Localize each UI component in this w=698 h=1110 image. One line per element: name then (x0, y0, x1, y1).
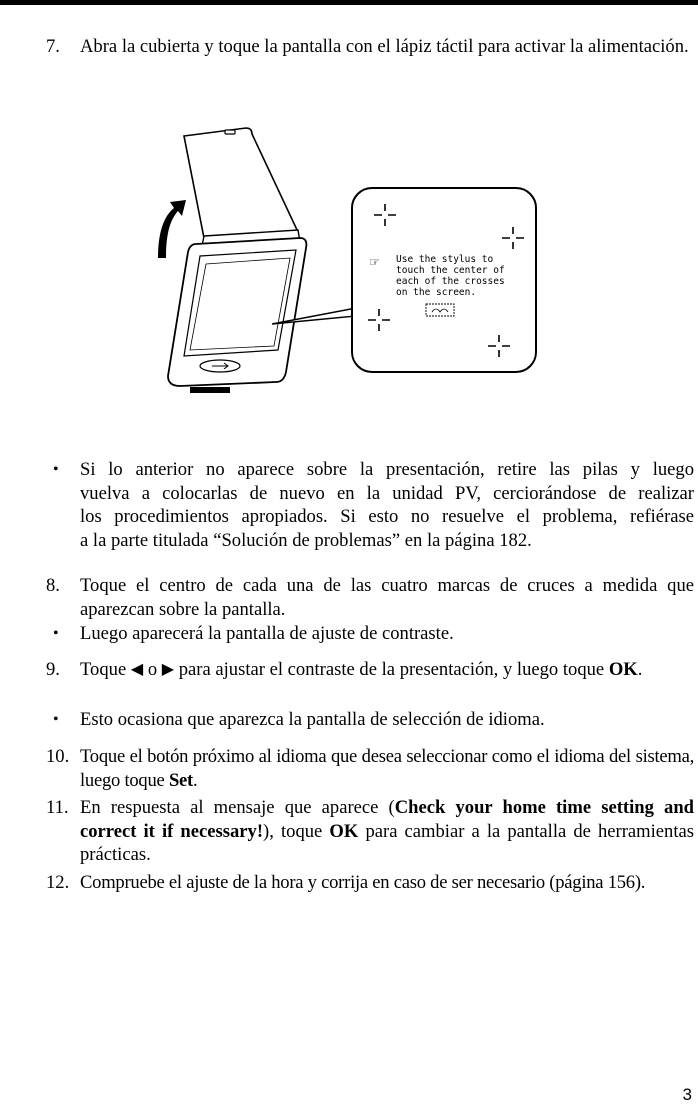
step-8 (0, 574, 698, 621)
device-illustration (150, 120, 540, 400)
step-number: 9. (46, 659, 60, 680)
step-number: 8. (46, 575, 60, 596)
step-10 (0, 745, 698, 792)
step-9 (0, 658, 698, 682)
step-text: Toque el centro de cada una de las cuatro marcas de cruces a medida que aparezcan sobre la pantalla. (80, 575, 694, 620)
right-arrow-icon: ▶ (161, 661, 175, 678)
bullet-note-3 (0, 708, 698, 732)
hand-stylus-icon (426, 304, 454, 316)
step-text: Toque el botón próximo al idioma que desea seleccionar como el idioma del sistema, luego toque Set. (80, 746, 694, 791)
screen-instruction-line: on the screen. (396, 287, 477, 298)
screen-instruction-line: Use the stylus to (396, 254, 494, 265)
bullet-text: Esto ocasiona que aparezca la pantalla de selección de idioma. (80, 709, 545, 730)
open-arrow-icon (158, 200, 186, 258)
step-11 (0, 796, 698, 867)
top-rule (0, 0, 698, 5)
text-line: vuelva a colocarlas de nuevo en la unidad PV, cerciorándose de realizar (80, 482, 694, 504)
step-text: Toque ◀ o ▶ para ajustar el contraste de la presentación, y luego toque OK. (80, 659, 643, 680)
text-line: los procedimientos apropiados. Si esto no resuelve el problema, refiérase (80, 506, 694, 527)
bullet-icon: • (53, 461, 59, 478)
pointing-hand-icon: ☞ (370, 253, 380, 271)
bullet-icon: • (53, 625, 59, 642)
screen-instruction-line: touch the center of (396, 265, 505, 276)
bullet-text: Luego aparecerá la pantalla de ajuste de contraste. (80, 623, 454, 644)
step-number: 10. (46, 746, 70, 767)
step-number: 12. (46, 872, 70, 893)
device-calibration-figure (150, 120, 540, 400)
text-line: a la parte titulada “Solución de problemas” en la página 182. (80, 529, 532, 551)
bullet-text (80, 458, 694, 552)
step-12 (0, 871, 698, 895)
ok-label: OK (329, 820, 359, 842)
step-number: 7. (46, 36, 60, 57)
step-text: Abra la cubierta y toque la pantalla con el lápiz táctil para activar la alimentación. (80, 36, 689, 57)
device-lid (184, 128, 298, 238)
bullet-note-2 (0, 622, 698, 646)
screen-instruction-line: each of the crosses (396, 276, 505, 287)
ok-label: OK (608, 659, 638, 680)
step-text: Compruebe el ajuste de la hora y corrija en caso de ser necesario (página 156). (80, 872, 646, 893)
message-label: Check your home time setting and correct it if necessary! (80, 797, 695, 842)
set-label: Set (168, 769, 193, 791)
text-line: Si lo anterior no aparece sobre la presentación, retire las pilas y luego (80, 459, 694, 480)
left-arrow-icon: ◀ (130, 661, 144, 678)
step-number: 11. (46, 797, 69, 818)
bullet-icon: • (53, 711, 59, 728)
step-7 (0, 35, 698, 59)
step-text: En respuesta al mensaje que aparece (Check your home time setting and correct it if necessary!), toque OK para cambiar a la pantalla de herramientas prácticas. (80, 797, 695, 865)
bullet-note-1 (0, 458, 698, 552)
page-number: 3 (682, 1085, 692, 1104)
